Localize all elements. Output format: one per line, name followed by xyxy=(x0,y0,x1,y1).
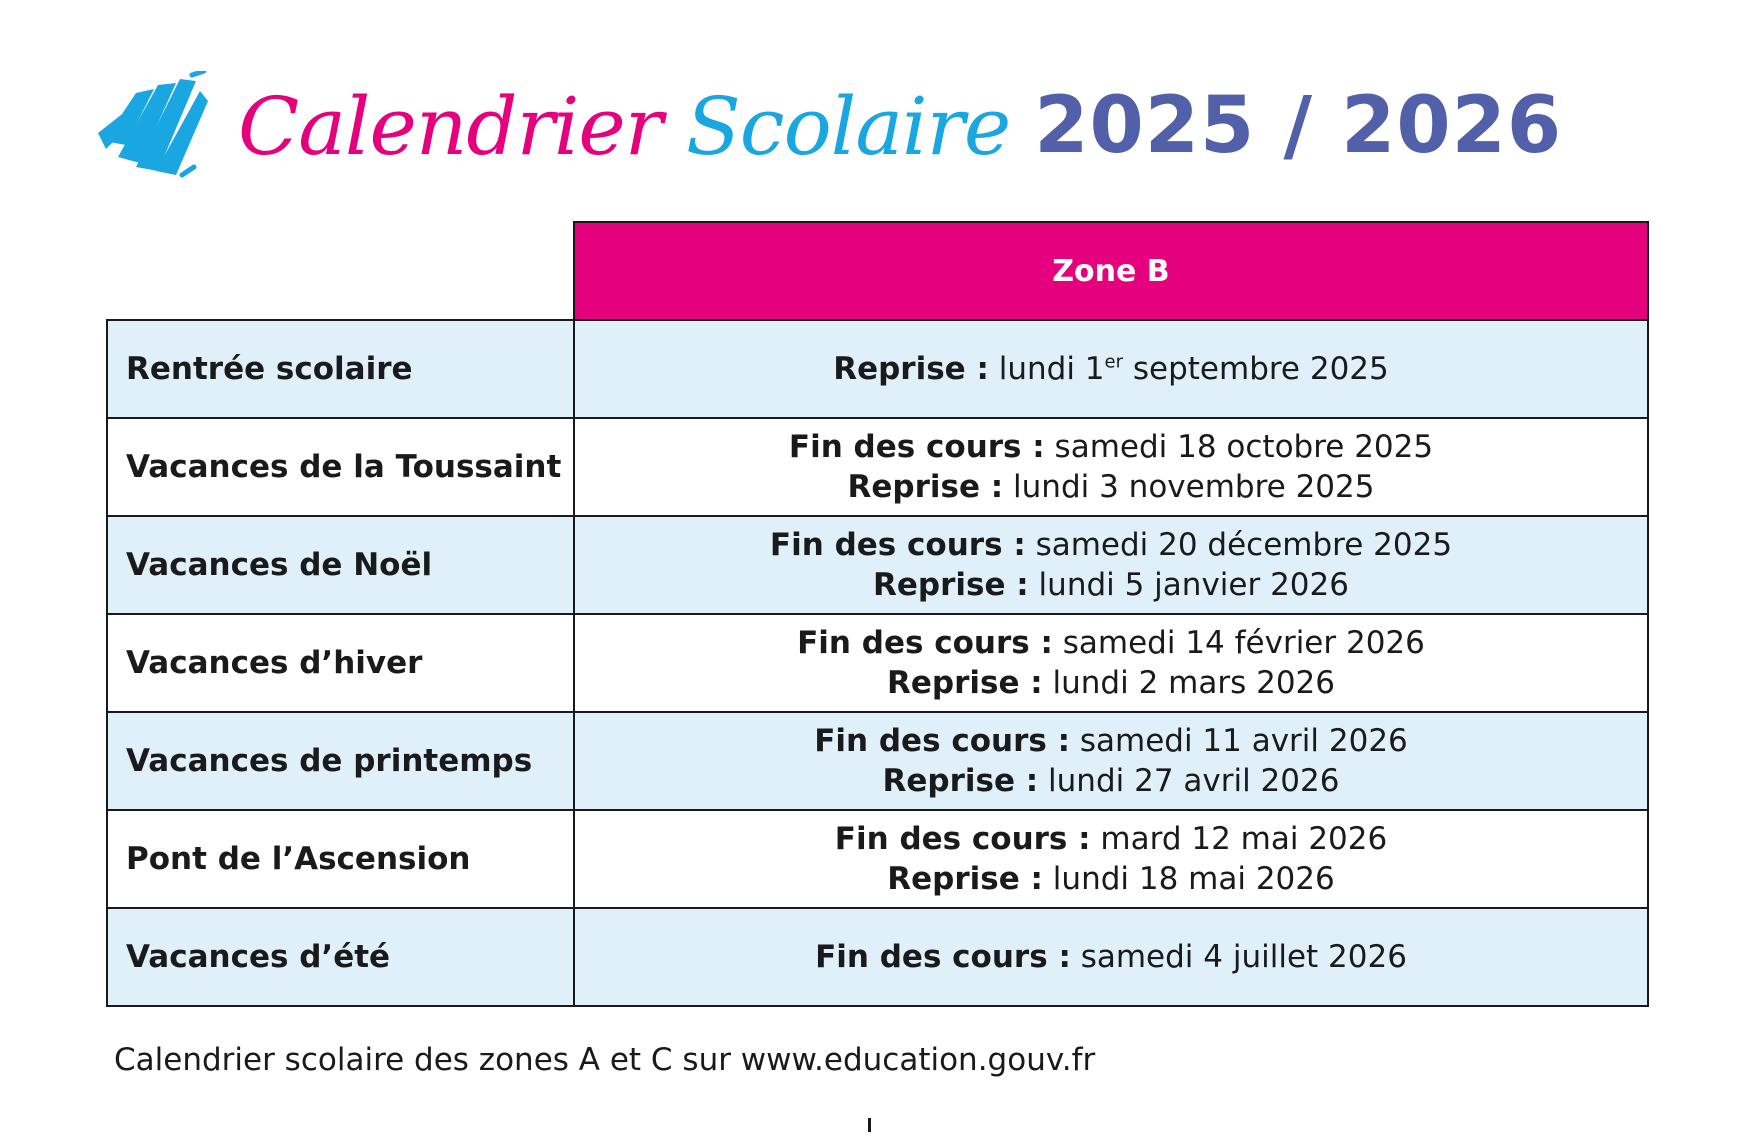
fin-label: Fin des cours : xyxy=(797,625,1053,661)
fin-label: Fin des cours : xyxy=(834,821,1091,857)
fin-label: Fin des cours : xyxy=(769,527,1026,563)
fin-label: Fin des cours : xyxy=(814,723,1070,759)
fin-value: samedi 18 octobre 2025 xyxy=(1044,429,1434,465)
period-dates xyxy=(574,712,1648,810)
fin-value: samedi 11 avril 2026 xyxy=(1070,723,1408,759)
period-dates xyxy=(574,908,1648,1006)
period-dates xyxy=(574,320,1648,418)
reprise-value: lundi 27 avril 2026 xyxy=(1038,763,1340,799)
table-row xyxy=(107,908,1648,1006)
period-dates xyxy=(574,614,1648,712)
period-dates xyxy=(574,810,1648,908)
table-row xyxy=(107,810,1648,908)
period-label: Vacances de Noël xyxy=(107,516,574,614)
page-header xyxy=(96,66,1562,186)
reprise-value: lundi 3 novembre 2025 xyxy=(1003,469,1375,505)
period-label: Pont de l’Ascension xyxy=(107,810,574,908)
school-calendar-table xyxy=(106,221,1649,1007)
fin-label: Fin des cours : xyxy=(815,939,1071,975)
reprise-value: lundi 5 janvier 2026 xyxy=(1028,567,1349,603)
reprise-value-end: septembre 2025 xyxy=(1123,351,1389,387)
zone-header: Zone B xyxy=(574,222,1648,320)
table-row xyxy=(107,418,1648,516)
period-label: Rentrée scolaire xyxy=(107,320,574,418)
period-dates xyxy=(574,418,1648,516)
page-mark xyxy=(868,1118,871,1132)
table-header-row xyxy=(107,222,1648,320)
table-row xyxy=(107,516,1648,614)
period-label: Vacances d’été xyxy=(107,908,574,1006)
table-row xyxy=(107,614,1648,712)
reprise-label: Reprise : xyxy=(847,469,1004,505)
fin-value: samedi 4 juillet 2026 xyxy=(1070,939,1407,975)
reprise-value: lundi 18 mai 2026 xyxy=(1042,861,1335,897)
blank-header-cell xyxy=(107,222,574,320)
footer-note: Calendrier scolaire des zones A et C sur www.education.gouv.fr xyxy=(114,1042,1096,1078)
period-label: Vacances de la Toussaint xyxy=(107,418,574,516)
title-scolaire: Scolaire xyxy=(685,79,1011,173)
reprise-label: Reprise : xyxy=(873,567,1029,603)
reprise-label: Reprise : xyxy=(882,763,1039,799)
reprise-value: lundi 1 xyxy=(988,351,1105,387)
title-calendrier: Calendrier xyxy=(238,79,662,173)
reprise-value-sup: er xyxy=(1104,351,1124,373)
period-label: Vacances d’hiver xyxy=(107,614,574,712)
title-year: 2025 / 2026 xyxy=(1034,81,1563,171)
reprise-label: Reprise : xyxy=(887,665,1043,701)
reprise-label: Reprise : xyxy=(887,861,1043,897)
fin-value: mard 12 mai 2026 xyxy=(1090,821,1388,857)
table-row xyxy=(107,320,1648,418)
fin-value: samedi 14 février 2026 xyxy=(1052,625,1425,661)
fin-value: samedi 20 décembre 2025 xyxy=(1025,527,1453,563)
reprise-label: Reprise : xyxy=(833,351,989,387)
reprise-value: lundi 2 mars 2026 xyxy=(1042,665,1335,701)
scribble-icon xyxy=(96,71,216,181)
period-label: Vacances de printemps xyxy=(107,712,574,810)
period-dates xyxy=(574,516,1648,614)
fin-label: Fin des cours : xyxy=(788,429,1045,465)
table-row xyxy=(107,712,1648,810)
